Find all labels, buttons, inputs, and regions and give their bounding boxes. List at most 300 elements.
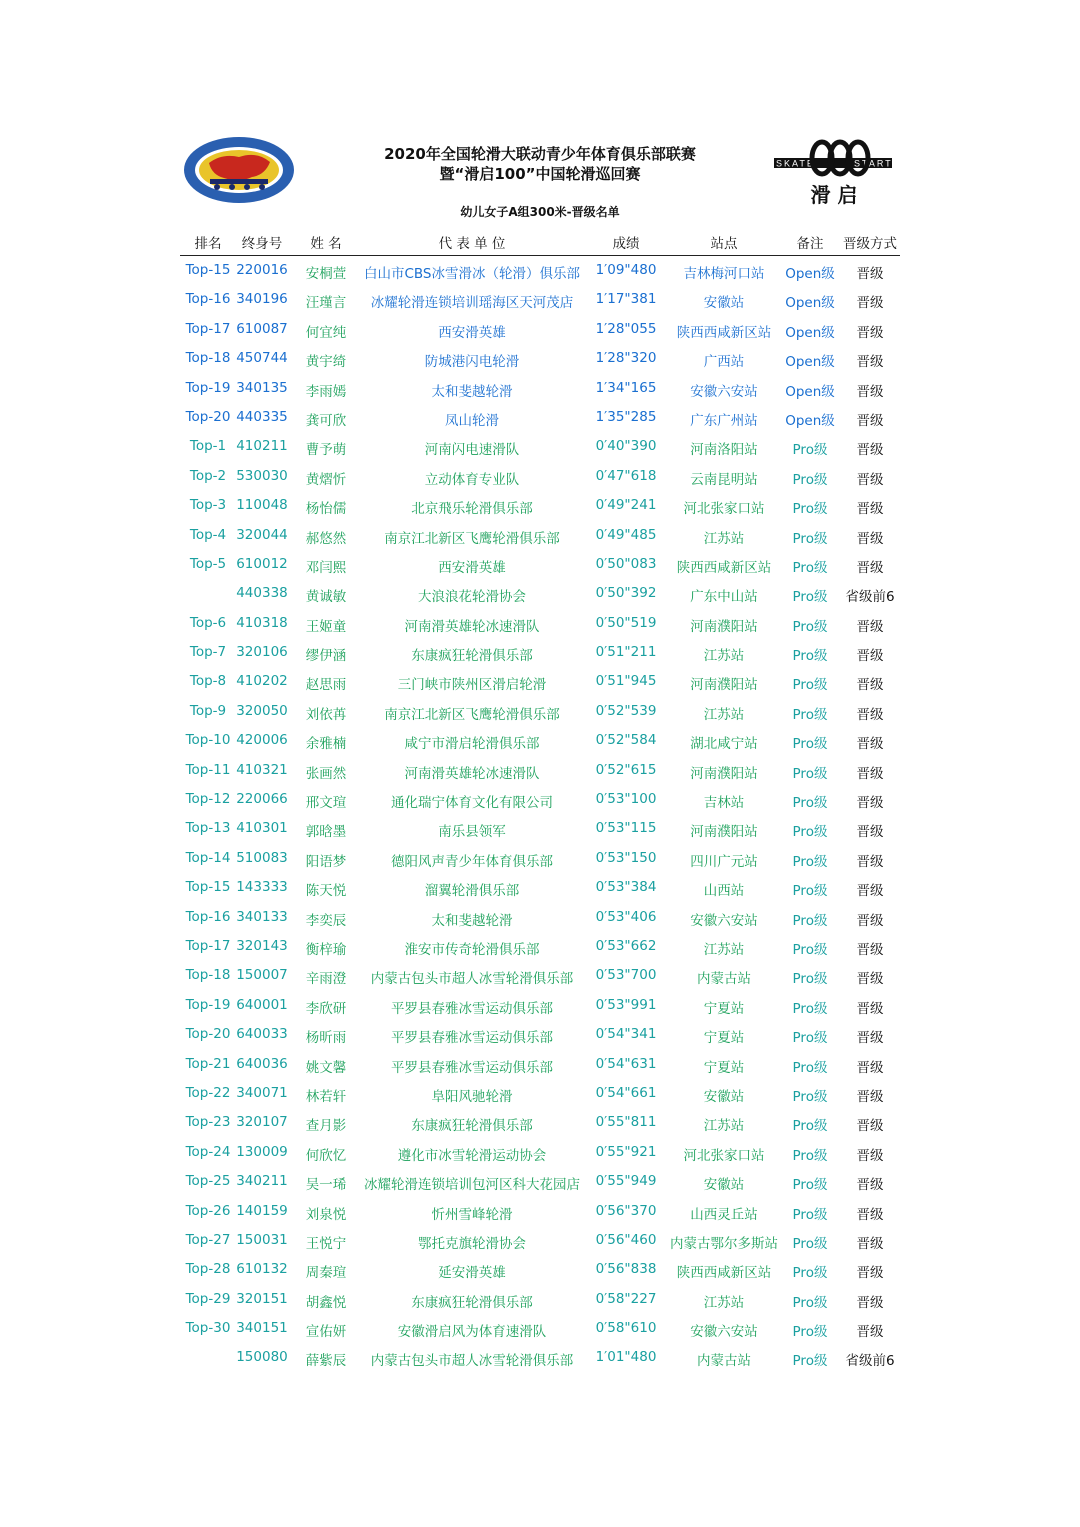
cell-id: 150031 (236, 1231, 288, 1248)
cell-unit: 冰耀轮滑连锁培训包河区科大花园店 (364, 1177, 580, 1194)
cell-name: 曹予萌 (305, 442, 347, 459)
cell-method: 晋级 (856, 324, 884, 341)
cell-result: 0′50"083 (595, 555, 657, 572)
cell-name: 王悦宁 (305, 1235, 347, 1252)
table-row (180, 374, 900, 403)
cell-level: Pro级 (792, 795, 828, 812)
cell-unit: 河南闪电速滑队 (424, 442, 520, 459)
cell-station: 江苏站 (703, 1118, 745, 1135)
cell-result: 0′53"406 (595, 908, 657, 925)
cell-method: 晋级 (856, 1030, 884, 1047)
cell-id: 143333 (236, 879, 288, 896)
cell-id: 410321 (236, 761, 288, 778)
cell-name: 姚文馨 (305, 1059, 347, 1076)
cell-rank: Top-2 (189, 467, 227, 484)
cell-method: 晋级 (856, 1235, 884, 1252)
cell-method: 晋级 (856, 442, 884, 459)
cell-id: 640036 (236, 1055, 288, 1072)
cell-station: 河南濮阳站 (690, 824, 758, 841)
cell-name: 杨怡儒 (305, 501, 347, 518)
cell-method: 省级前6 (845, 589, 895, 606)
document-title: 2020年全国轮滑大联动青少年体育俱乐部联赛 (384, 145, 696, 163)
cell-result: 0′53"115 (595, 820, 657, 837)
cell-level: Open级 (785, 383, 835, 400)
cell-method: 晋级 (856, 266, 884, 282)
cell-name: 杨昕雨 (305, 1030, 347, 1047)
cell-station: 吉林站 (703, 795, 745, 812)
cell-level: Pro级 (792, 1177, 828, 1194)
cell-level: Pro级 (792, 1235, 828, 1252)
cell-method: 晋级 (856, 1059, 884, 1076)
cell-rank: Top-17 (185, 320, 231, 337)
cell-id: 610012 (236, 555, 288, 572)
cell-unit: 南京江北新区飞鹰轮滑俱乐部 (384, 706, 560, 723)
cell-rank: Top-25 (185, 1173, 231, 1190)
cell-rank: Top-19 (185, 379, 231, 396)
cell-unit: 遵化市冰雪轮滑运动协会 (397, 1147, 547, 1164)
cell-result: 0′54"661 (595, 1084, 657, 1101)
cell-rank: Top-18 (185, 350, 231, 367)
table-row (180, 961, 900, 990)
cell-level: Pro级 (792, 1324, 828, 1341)
cell-method: 晋级 (856, 795, 884, 812)
cell-result: 0′52"615 (595, 761, 657, 778)
cell-id: 320050 (236, 702, 288, 719)
cell-method: 晋级 (856, 1000, 884, 1017)
cell-rank: Top-5 (189, 555, 227, 572)
cell-unit: 平罗县春雅冰雪运动俱乐部 (391, 1000, 553, 1017)
cell-id: 340211 (236, 1173, 288, 1190)
cell-station: 江苏站 (703, 1294, 745, 1311)
cell-id: 110048 (236, 497, 288, 514)
cell-id: 440335 (236, 408, 288, 425)
cell-rank: Top-4 (189, 526, 227, 543)
cell-station: 云南昆明站 (690, 471, 758, 488)
table-row (180, 1020, 900, 1049)
cell-station: 广东中山站 (690, 589, 758, 606)
table-row (180, 609, 900, 638)
cell-id: 510083 (236, 849, 288, 866)
cell-result: 0′56"838 (595, 1261, 657, 1278)
cell-level: Open级 (785, 324, 835, 341)
cell-name: 郝悠然 (305, 530, 347, 547)
cell-name: 安桐萱 (305, 266, 347, 282)
cell-name: 陈天悦 (305, 883, 347, 900)
cell-rank: Top-23 (185, 1114, 231, 1131)
cell-station: 吉林梅河口站 (683, 266, 765, 282)
cell-station: 安徽六安站 (690, 383, 758, 400)
cell-name: 何宜纯 (305, 324, 347, 341)
cell-result: 0′55"949 (595, 1173, 657, 1190)
table-row (180, 344, 900, 373)
document-header (180, 128, 900, 223)
cell-id: 320143 (236, 937, 288, 954)
cell-name: 黄宇绮 (305, 354, 347, 371)
table-row (180, 521, 900, 550)
cell-rank: Top-19 (185, 996, 231, 1013)
cell-level: Pro级 (792, 1000, 828, 1017)
cell-station: 安徽六安站 (690, 1324, 758, 1341)
cell-result: 1′09"480 (595, 262, 657, 278)
cell-id: 220066 (236, 791, 288, 808)
cell-result: 0′40"390 (595, 438, 657, 455)
table-row (180, 873, 900, 902)
table-row (180, 726, 900, 755)
cell-name: 李欣研 (305, 1000, 347, 1017)
cell-level: Pro级 (792, 853, 828, 870)
cell-level: Open级 (785, 295, 835, 312)
table-row (180, 903, 900, 932)
cell-station: 安徽站 (703, 295, 745, 312)
cell-name: 刘依苒 (305, 706, 347, 723)
cell-method: 省级前6 (845, 1353, 895, 1370)
cell-station: 陕西西咸新区站 (676, 324, 772, 341)
cell-rank: Top-3 (189, 497, 227, 514)
cell-name: 郭晗墨 (305, 824, 347, 841)
table-row (180, 1314, 900, 1343)
cell-name: 黄熠忻 (305, 471, 347, 488)
cell-station: 宁夏站 (703, 1000, 745, 1017)
cell-id: 150007 (236, 967, 288, 984)
cell-level: Pro级 (792, 530, 828, 547)
cell-method: 晋级 (856, 471, 884, 488)
cell-result: 0′51"211 (595, 644, 657, 661)
cell-unit: 淮安市传奇轮滑俱乐部 (404, 941, 540, 958)
cell-unit: 冰耀轮滑连锁培训瑶海区天河茂店 (370, 295, 574, 312)
cell-method: 晋级 (856, 1294, 884, 1311)
cell-result: 0′50"392 (595, 585, 657, 602)
cell-method: 晋级 (856, 1147, 884, 1164)
cell-station: 湖北咸宁站 (690, 736, 758, 753)
cell-level: Pro级 (792, 1265, 828, 1282)
cell-id: 410202 (236, 673, 288, 690)
cell-level: Pro级 (792, 765, 828, 782)
cell-result: 0′51"945 (595, 673, 657, 690)
cell-unit: 南乐县领军 (438, 824, 506, 841)
cell-unit: 太和斐越轮滑 (431, 912, 513, 929)
cell-name: 吴一琋 (305, 1177, 347, 1194)
cell-result: 0′56"370 (595, 1202, 657, 1219)
document-title-line2: 暨“滑启100”中国轮滑巡回赛 (439, 165, 641, 183)
cell-unit: 北京飛乐轮滑俱乐部 (411, 501, 533, 518)
cell-name: 缪伊涵 (305, 648, 347, 665)
skate-start-logo (772, 134, 897, 214)
cell-name: 刘泉悦 (305, 1206, 347, 1223)
table-row (180, 403, 900, 432)
cell-unit: 溜翼轮滑俱乐部 (424, 883, 520, 900)
cell-result: 0′54"341 (595, 1026, 657, 1043)
table-row (180, 844, 900, 873)
cell-rank: Top-13 (185, 820, 231, 837)
table-row (180, 991, 900, 1020)
cell-station: 江苏站 (703, 530, 745, 547)
table-row (180, 1108, 900, 1137)
cell-result: 0′52"539 (595, 702, 657, 719)
cell-result: 1′17"381 (595, 291, 657, 308)
cell-result: 0′54"631 (595, 1055, 657, 1072)
cell-result: 0′58"610 (595, 1320, 657, 1337)
cell-level: Pro级 (792, 912, 828, 929)
header-result: 成绩 (612, 236, 640, 252)
cell-rank: Top-11 (185, 761, 231, 778)
cell-level: Open级 (785, 354, 835, 371)
cell-name: 赵思雨 (305, 677, 347, 694)
cell-result: 0′53"384 (595, 879, 657, 896)
cell-result: 0′50"519 (595, 614, 657, 631)
cell-level: Open级 (785, 266, 835, 282)
cell-id: 320044 (236, 526, 288, 543)
cell-level: Open级 (785, 412, 835, 429)
cell-unit: 咸宁市滑启轮滑俱乐部 (404, 736, 540, 753)
table-row (180, 1138, 900, 1167)
header-rank: 排名 (194, 236, 222, 252)
cell-level: Pro级 (792, 1030, 828, 1047)
cell-rank: Top-24 (185, 1143, 231, 1160)
cell-unit: 东康疯狂轮滑俱乐部 (411, 1118, 533, 1135)
cell-station: 宁夏站 (703, 1059, 745, 1076)
cell-method: 晋级 (856, 1206, 884, 1223)
cell-method: 晋级 (856, 354, 884, 371)
cell-unit: 河南滑英雄轮冰速滑队 (404, 765, 540, 782)
cell-result: 1′01"480 (595, 1349, 657, 1366)
cell-rank: Top-16 (185, 291, 231, 308)
cell-station: 山西站 (703, 883, 745, 900)
svg-text:SKATE: SKATE (776, 158, 815, 169)
cell-rank: Top-27 (185, 1231, 231, 1248)
cell-id: 440338 (236, 585, 288, 602)
header-id: 终身号 (241, 236, 283, 252)
cell-id: 410301 (236, 820, 288, 837)
cell-id: 320151 (236, 1290, 288, 1307)
cell-rank: Top-28 (185, 1261, 231, 1278)
cell-rank: Top-15 (185, 262, 231, 278)
svg-text:START: START (854, 158, 893, 169)
cell-unit: 太和斐越轮滑 (431, 383, 513, 400)
cell-unit: 延安滑英雄 (438, 1265, 506, 1282)
cell-method: 晋级 (856, 501, 884, 518)
cell-station: 陕西西咸新区站 (676, 1265, 772, 1282)
cell-rank: Top-6 (189, 614, 227, 631)
cell-name: 何欣忆 (305, 1147, 347, 1164)
cell-level: Pro级 (792, 1147, 828, 1164)
cell-rank: Top-17 (185, 937, 231, 954)
cell-id: 340151 (236, 1320, 288, 1337)
cell-id: 530030 (236, 467, 288, 484)
cell-result: 1′28"055 (595, 320, 657, 337)
table-row (180, 1050, 900, 1079)
table-row (180, 667, 900, 696)
cell-result: 1′28"320 (595, 350, 657, 367)
cell-method: 晋级 (856, 941, 884, 958)
cell-unit: 西安滑英雄 (438, 324, 506, 341)
cell-level: Pro级 (792, 559, 828, 576)
cell-rank: Top-12 (185, 791, 231, 808)
cell-name: 薛紫辰 (305, 1353, 347, 1370)
cell-method: 晋级 (856, 765, 884, 782)
table-row (180, 1079, 900, 1108)
cell-name: 邓闫熙 (305, 559, 347, 576)
cell-unit: 平罗县春雅冰雪运动俱乐部 (391, 1059, 553, 1076)
cell-name: 衡梓瑜 (305, 941, 347, 958)
cell-unit: 大浪浪花轮滑协会 (418, 589, 526, 606)
cell-method: 晋级 (856, 971, 884, 988)
table-row (180, 785, 900, 814)
cell-unit: 鄂托克旗轮滑协会 (418, 1235, 526, 1252)
cell-level: Pro级 (792, 442, 828, 459)
header-level: 备注 (796, 236, 824, 252)
cell-level: Pro级 (792, 706, 828, 723)
cell-method: 晋级 (856, 853, 884, 870)
cell-level: Pro级 (792, 824, 828, 841)
cell-name: 李奕辰 (305, 912, 347, 929)
cell-station: 河南濮阳站 (690, 677, 758, 694)
cell-method: 晋级 (856, 677, 884, 694)
table-row (180, 756, 900, 785)
cell-station: 山西灵丘站 (690, 1206, 758, 1223)
svg-text:滑 启: 滑 启 (810, 183, 858, 207)
cell-rank: Top-21 (185, 1055, 231, 1072)
cell-method: 晋级 (856, 1088, 884, 1105)
cell-name: 李雨嫣 (305, 383, 347, 400)
cell-method: 晋级 (856, 295, 884, 312)
cell-name: 黄诚敏 (305, 589, 347, 606)
cell-method: 晋级 (856, 883, 884, 900)
cell-result: 0′55"811 (595, 1114, 657, 1131)
table-row (180, 1167, 900, 1196)
cell-station: 河南濮阳站 (690, 618, 758, 635)
cell-rank: Top-26 (185, 1202, 231, 1219)
cell-method: 晋级 (856, 383, 884, 400)
cell-level: Pro级 (792, 736, 828, 753)
cell-name: 汪瑾言 (305, 295, 347, 312)
cell-station: 宁夏站 (703, 1030, 745, 1047)
table-row (180, 638, 900, 667)
cell-level: Pro级 (792, 1206, 828, 1223)
cell-method: 晋级 (856, 1118, 884, 1135)
cell-unit: 东康疯狂轮滑俱乐部 (411, 1294, 533, 1311)
cell-id: 340133 (236, 908, 288, 925)
cell-level: Pro级 (792, 1294, 828, 1311)
cell-level: Pro级 (792, 471, 828, 488)
cell-unit: 阜阳风驰轮滑 (431, 1088, 513, 1105)
cell-level: Pro级 (792, 648, 828, 665)
cell-id: 130009 (236, 1143, 288, 1160)
cell-id: 340071 (236, 1084, 288, 1101)
header-name: 姓 名 (310, 236, 342, 252)
cell-level: Pro级 (792, 677, 828, 694)
cell-level: Pro级 (792, 1088, 828, 1105)
cell-id: 610132 (236, 1261, 288, 1278)
cell-id: 150080 (236, 1349, 288, 1366)
cell-unit: 通化瑞宁体育文化有限公司 (391, 795, 553, 812)
results-table (180, 225, 900, 1373)
cell-station: 广西站 (703, 354, 745, 371)
cell-level: Pro级 (792, 971, 828, 988)
cell-result: 0′58"227 (595, 1290, 657, 1307)
cell-rank: Top-15 (185, 879, 231, 896)
document-subtitle: 幼儿女子A组300米-晋级名单 (460, 205, 620, 219)
table-header (180, 225, 900, 256)
cell-name: 王姬童 (305, 618, 347, 635)
table-row (180, 315, 900, 344)
table-body (180, 256, 900, 1373)
cell-rank: Top-22 (185, 1084, 231, 1101)
cell-rank: Top-10 (185, 732, 231, 749)
cell-rank: Top-16 (185, 908, 231, 925)
cell-station: 内蒙古鄂尔多斯站 (670, 1235, 778, 1252)
cell-level: Pro级 (792, 1059, 828, 1076)
cell-result: 0′53"991 (595, 996, 657, 1013)
cell-id: 340135 (236, 379, 288, 396)
cell-station: 江苏站 (703, 706, 745, 723)
header-station: 站点 (710, 236, 738, 252)
cell-level: Pro级 (792, 618, 828, 635)
cell-id: 450744 (236, 350, 288, 367)
cell-rank: Top-7 (189, 644, 227, 661)
cell-station: 内蒙古站 (697, 971, 751, 988)
cell-unit: 内蒙古包头市超人冰雪轮滑俱乐部 (370, 971, 574, 988)
table-row (180, 1255, 900, 1284)
cell-rank: Top-30 (185, 1320, 231, 1337)
table-row (180, 550, 900, 579)
cell-station: 安徽站 (703, 1177, 745, 1194)
cell-method: 晋级 (856, 912, 884, 929)
cell-result: 1′34"165 (595, 379, 657, 396)
cell-station: 江苏站 (703, 941, 745, 958)
cell-method: 晋级 (856, 706, 884, 723)
cell-method: 晋级 (856, 618, 884, 635)
cell-name: 龚可欣 (305, 412, 347, 429)
cell-unit: 河南滑英雄轮冰速滑队 (404, 618, 540, 635)
cell-id: 640033 (236, 1026, 288, 1043)
table-row (180, 579, 900, 608)
cell-method: 晋级 (856, 1177, 884, 1194)
cell-name: 周秦瑄 (305, 1265, 347, 1282)
cell-station: 河北张家口站 (683, 1147, 765, 1164)
table-row (180, 256, 900, 285)
cell-unit: 三门峡市陕州区滑启轮滑 (397, 677, 547, 694)
table-row (180, 932, 900, 961)
cell-method: 晋级 (856, 648, 884, 665)
cell-method: 晋级 (856, 1324, 884, 1341)
cell-result: 0′47"618 (595, 467, 657, 484)
cell-method: 晋级 (856, 530, 884, 547)
cell-rank: Top-8 (189, 673, 227, 690)
cell-name: 林若轩 (305, 1088, 347, 1105)
cell-method: 晋级 (856, 559, 884, 576)
table-row (180, 814, 900, 843)
cell-result: 0′55"921 (595, 1143, 657, 1160)
cell-method: 晋级 (856, 1265, 884, 1282)
table-row (180, 432, 900, 461)
cell-name: 查月影 (305, 1118, 347, 1135)
table-row (180, 1285, 900, 1314)
cell-unit: 平罗县春雅冰雪运动俱乐部 (391, 1030, 553, 1047)
cell-unit: 南京江北新区飞鹰轮滑俱乐部 (384, 530, 560, 547)
cell-result: 0′49"485 (595, 526, 657, 543)
cell-name: 辛雨澄 (305, 971, 347, 988)
cell-id: 140159 (236, 1202, 288, 1219)
cell-station: 河北张家口站 (683, 501, 765, 518)
cell-station: 陕西西咸新区站 (676, 559, 772, 576)
cell-station: 广东广州站 (690, 412, 758, 429)
cell-result: 1′35"285 (595, 408, 657, 425)
cell-station: 江苏站 (703, 648, 745, 665)
table-row (180, 462, 900, 491)
title-block (300, 144, 780, 184)
cell-rank: Top-14 (185, 849, 231, 866)
cell-unit: 德阳风声青少年体育俱乐部 (391, 853, 553, 870)
